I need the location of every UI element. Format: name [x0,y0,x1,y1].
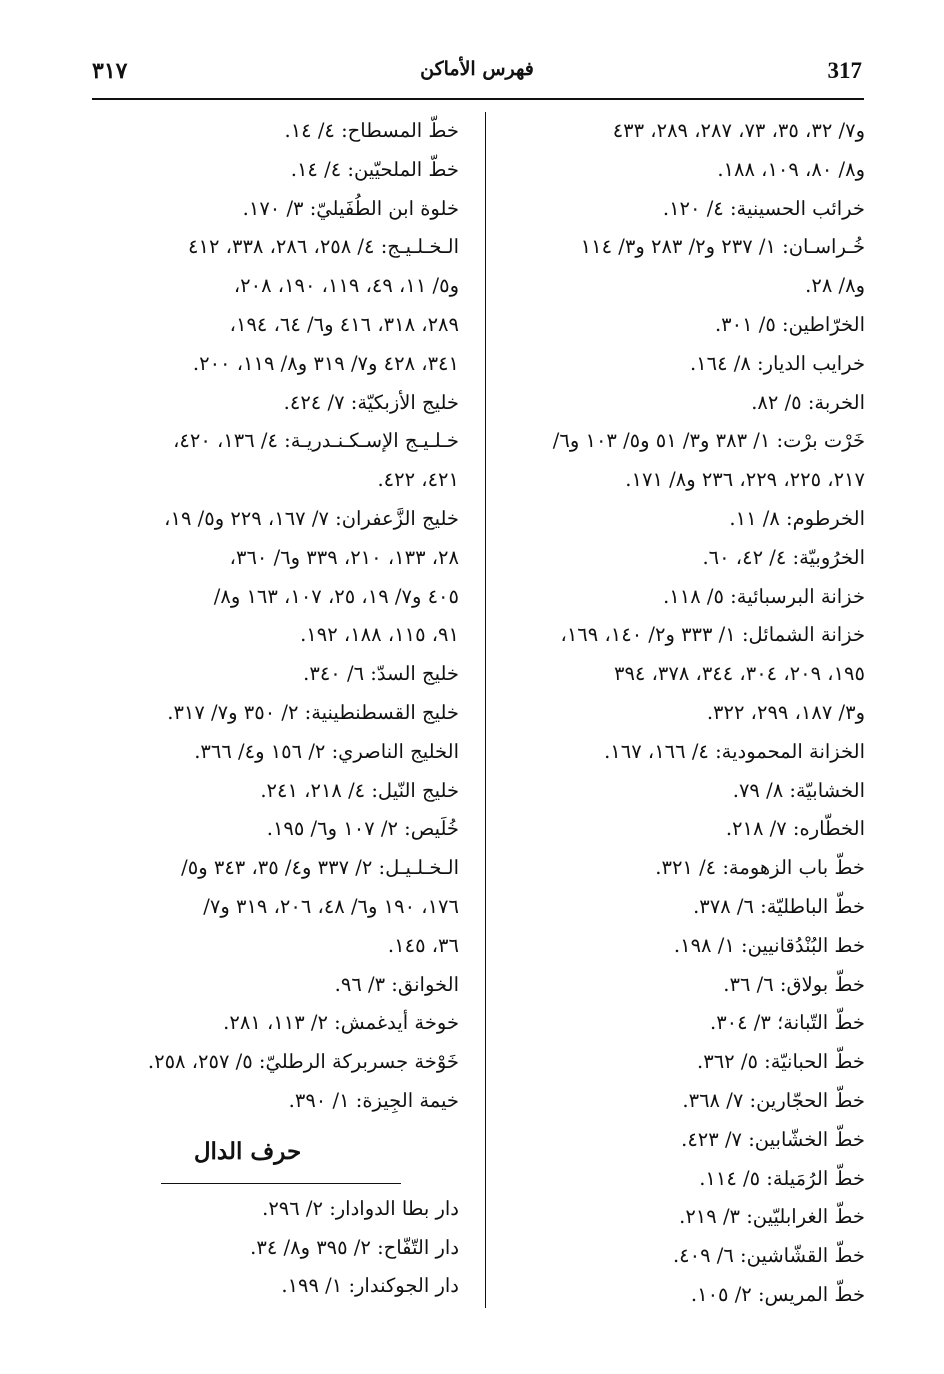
index-line: و٣/ ١٨٧، ٢٩٩، ٣٢٢. [706,700,865,724]
index-line: خزانة الشمائل: ١/ ٣٣٣ و٢/ ١٤٠، ١٦٩، [560,623,865,647]
index-line: ٣٤١، ٤٢٨ و٧/ ٣١٩ و٨/ ١١٩، ٢٠٠. [192,351,459,375]
running-title: فهرس الأماكن [420,58,534,80]
index-line: دار بطا الدوادار: ٢/ ٢٩٦. [262,1196,459,1220]
index-line: الـخـلـيـل: ٢/ ٣٣٧ و٤/ ٣٥، ٣٤٣ و٥/ [181,856,459,880]
index-line: خـلـيـج الإسـكـنـدريـة: ٤/ ١٣٦، ٤٢٠، [173,429,459,453]
index-entries-kha [96,112,459,1121]
index-line: خزانة البرسبائية: ٥/ ١١٨. [663,584,865,608]
index-line: خطّ بولاق: ٦/ ٣٦. [723,972,865,996]
index-column-left [96,112,459,1306]
index-column-right [500,112,865,1315]
index-line: خطّ الحجّارين: ٧/ ٣٦٨. [682,1088,865,1112]
index-line: خَرْت برْت: ١/ ٣٨٣ و٣/ ٥١ و٥/ ١٠٣ و٦/ [552,429,865,453]
index-line: خيمة الجِيزة: ١/ ٣٩٠. [288,1088,459,1112]
index-line: خليج الزَّعفران: ٧/ ١٦٧، ٢٢٩ و٥/ ١٩، [164,506,459,530]
index-line: الخطّاره: ٧/ ٢١٨. [725,817,865,841]
index-line: خط البُنْدُقانيين: ١/ ١٩٨. [673,933,865,957]
index-line: الخربة: ٥/ ٨٢. [751,390,865,414]
index-entries-dal [96,1190,459,1306]
section-heading: حرف الدال [193,1137,302,1165]
index-line: خلوة ابن الطُفَيليّ: ٣/ ١٧٠. [242,196,459,220]
page-number-arabic: ٣١٧ [92,58,128,84]
column-divider [485,112,486,1308]
header-rule [92,98,864,100]
index-line: خُلَيص: ٢/ ١٠٧ و٦/ ١٩٥. [266,817,459,841]
index-line: خرايب الديار: ٨/ ١٦٤. [689,351,865,375]
index-line: خرائب الحسينية: ٤/ ١٢٠. [662,196,865,220]
index-line: ٤٠٥ و٧/ ١٩، ٢٥، ١٠٧، ١٦٣ و٨/ [213,584,459,608]
index-line: خطّ الخشّابين: ٧/ ٤٢٣. [681,1127,865,1151]
index-line: خطّ الغرابليّين: ٣/ ٢١٩. [679,1205,865,1229]
index-line: الخشابيّة: ٨/ ٧٩. [732,778,865,802]
index-line: خطّ التّبانة؛ ٣/ ٣٠٤. [709,1011,865,1035]
index-line: خُـراسـان: ١/ ٢٣٧ و٢/ ٢٨٣ و٣/ ١١٤ [580,235,865,259]
index-line: خطّ الرُمَيلة: ٥/ ١١٤. [699,1166,865,1190]
index-line: الخرُوبيّة: ٤/ ٤٢، ٦٠. [702,545,865,569]
index-line: الخوانق: ٣/ ٩٦. [334,972,459,996]
index-line: خطّ الحبانيّة: ٥/ ٣٦٢. [697,1050,865,1074]
page-number-latin: 317 [827,58,862,83]
index-line: خطّ الملحيّين: ٤/ ١٤. [290,157,459,181]
index-line: ٤٢١، ٤٢٢. [377,468,459,492]
index-line: خطّ المسطاح: ٤/ ١٤. [284,119,459,142]
index-line: خليج السدّ: ٦/ ٣٤٠. [303,662,459,686]
index-line: دار الجوكندار: ١/ ١٩٩. [281,1274,459,1298]
index-line: خطّ الباطليّة: ٦/ ٣٧٨. [693,894,865,918]
section-rule [161,1183,401,1184]
index-line: خطّ القشّاشين: ٦/ ٤٠٩. [672,1244,865,1268]
index-line: و٨/ ٢٨. [805,274,865,298]
index-line: ١٧٦، ١٩٠ و٦/ ٤٨، ٢٠٦، ٣١٩ و٧/ [203,894,459,918]
index-line: خليج الأزبكيّة: ٧/ ٤٢٤. [283,390,459,414]
page-header [92,52,862,92]
index-line: الـخـلـيـج: ٤/ ٢٥٨، ٢٨٦، ٣٣٨، ٤١٢ [188,235,459,259]
index-line: خطّ المريس: ٢/ ١٠٥. [690,1282,865,1306]
index-line: خليج النّيل: ٤/ ٢١٨، ٢٤١. [260,778,459,802]
index-line: خوخة أيدغمش: ٢/ ١١٣، ٢٨١. [223,1011,459,1035]
index-line: الخزانة المحمودية: ٤/ ١٦٦، ١٦٧. [604,739,865,763]
index-line: و٨/ ٨٠، ١٠٩، ١٨٨. [717,157,865,181]
index-line: خَوْخة جسربركة الرطليّ: ٥/ ٢٥٧، ٢٥٨. [147,1050,459,1074]
index-line: و٧/ ٣٢، ٣٥، ٧٣، ٢٨٧، ٢٨٩، ٤٣٣ [612,119,865,142]
index-line: ١٩٥، ٢٠٩، ٣٠٤، ٣٤٤، ٣٧٨، ٣٩٤ [613,662,865,686]
index-line: ٢٨، ١٣٣، ٢١٠، ٣٣٩ و٦/ ٣٦٠، [229,545,459,569]
index-line: خطّ باب الزهومة: ٤/ ٣٢١. [655,856,865,880]
index-line: ٣٦، ١٤٥. [387,933,459,957]
index-line: دار التّفّاح: ٢/ ٣٩٥ و٨/ ٣٤. [250,1235,459,1259]
index-line: ٢٨٩، ٣١٨، ٤١٦ و٦/ ٦٤، ١٩٤، [229,312,459,336]
index-line: الخليج الناصري: ٢/ ١٥٦ و٤/ ٣٦٦. [194,739,459,763]
index-line: ٩١، ١١٥، ١٨٨، ١٩٢. [300,623,459,647]
index-line: و٥/ ١١، ٤٩، ١١٩، ١٩٠، ٢٠٨، [233,274,459,298]
index-line: الخرّاطين: ٥/ ٣٠١. [714,312,865,336]
index-line: خليج القسطنطينية: ٢/ ٣٥٠ و٧/ ٣١٧. [167,700,459,724]
index-line: ٢١٧، ٢٢٥، ٢٢٩، ٢٣٦ و٨/ ١٧١. [625,468,865,492]
index-line: الخرطوم: ٨/ ١١. [729,506,865,530]
